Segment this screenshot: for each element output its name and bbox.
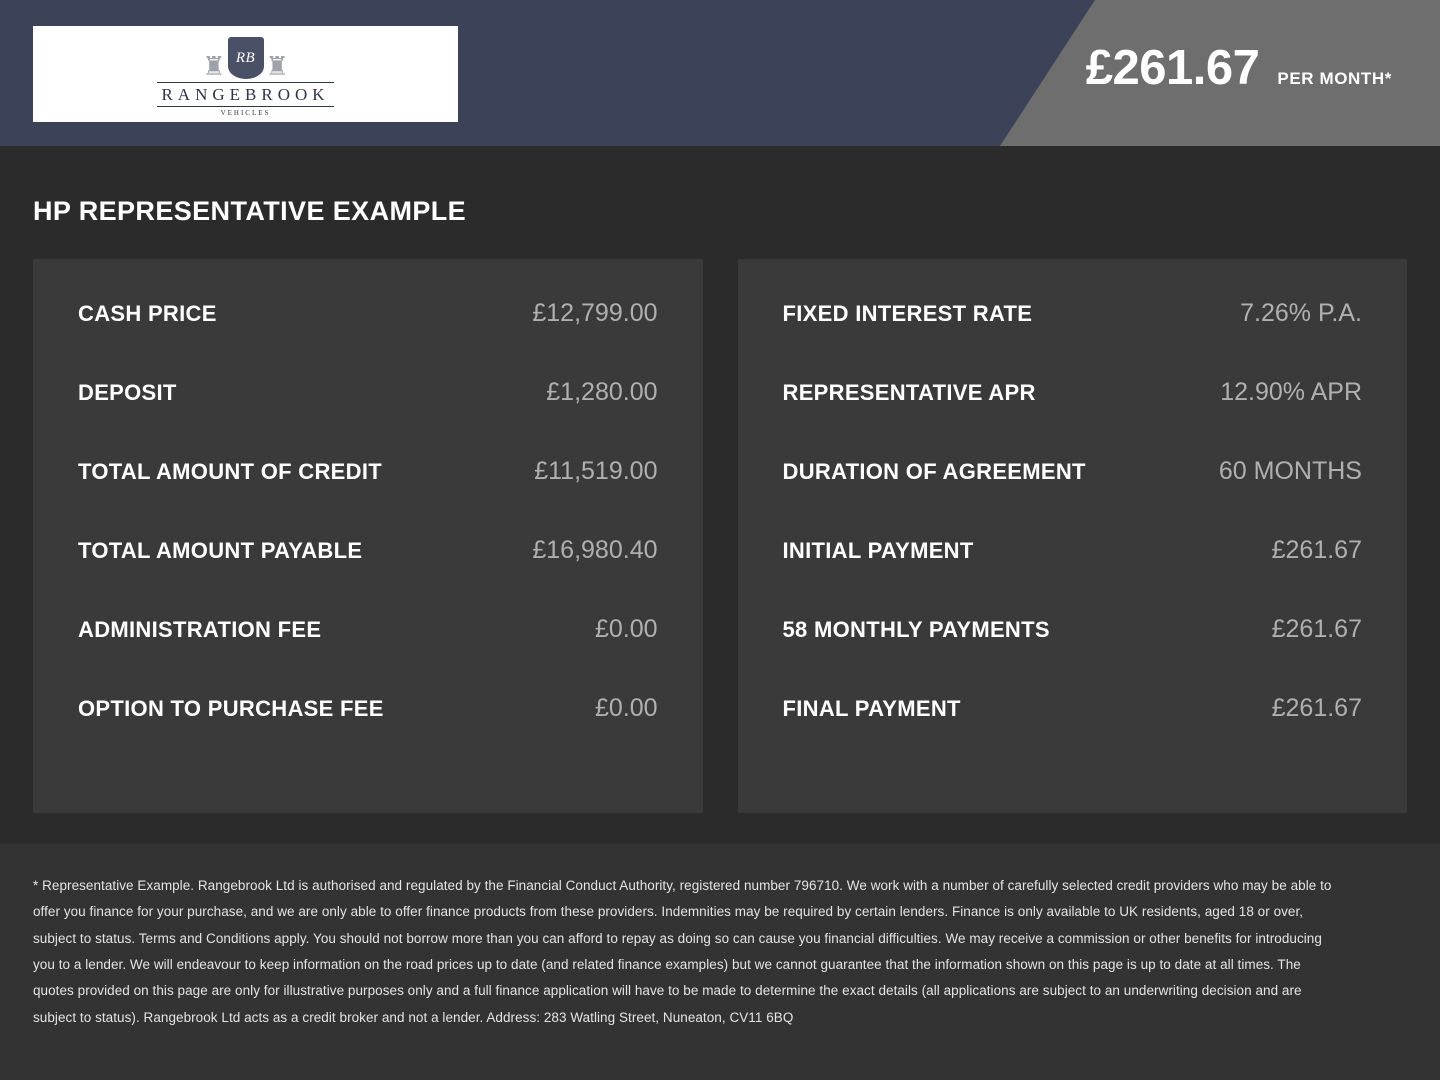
row-label: 58 MONTHLY PAYMENTS (782, 617, 1050, 642)
main-content (0, 146, 1440, 813)
brand-logo (33, 26, 458, 122)
row-value: 12.90% APR (1220, 378, 1362, 406)
row-value: £1,280.00 (546, 378, 658, 406)
row-value: £261.67 (1271, 536, 1362, 564)
finance-table-right (738, 259, 1408, 813)
table-row (78, 378, 658, 457)
shield-icon: RB (228, 37, 264, 79)
row-label: ADMINISTRATION FEE (78, 617, 322, 642)
table-row (78, 457, 658, 536)
disclaimer-section (0, 843, 1440, 1080)
row-label: OPTION TO PURCHASE FEE (78, 696, 384, 721)
table-row (783, 299, 1363, 378)
row-value: 60 MONTHS (1218, 457, 1362, 485)
row-label: INITIAL PAYMENT (782, 538, 974, 563)
brand-subtext: VEHICLES (220, 109, 271, 117)
table-row (783, 694, 1363, 773)
page-header (0, 0, 1440, 146)
table-row (783, 536, 1363, 615)
row-value: £16,980.40 (532, 536, 658, 564)
lion-left-icon: ♜ (202, 51, 226, 81)
table-row (783, 457, 1363, 536)
row-value: £0.00 (594, 615, 658, 643)
table-row (78, 536, 658, 615)
row-label: TOTAL AMOUNT OF CREDIT (78, 459, 382, 484)
table-row (783, 378, 1363, 457)
row-label: DEPOSIT (78, 380, 177, 405)
row-value: £11,519.00 (534, 457, 658, 485)
finance-table-left (33, 259, 703, 813)
row-label: FINAL PAYMENT (782, 696, 961, 721)
page-title: HP REPRESENTATIVE EXAMPLE (33, 196, 467, 226)
monthly-price-block (1085, 41, 1392, 95)
row-label: REPRESENTATIVE APR (782, 380, 1036, 405)
disclaimer-text: * Representative Example. Rangebrook Ltd is authorised and regulated by the Financial Conduct Authority, registered number 796710. We work with a number of carefully selected credit providers who may be able to offer you finance for your purchase, and we are only able to offer finance products from these providers. Indemnities may be required by certain lenders. Finance is only available to UK residents, aged 18 or over, subject to status. Terms and Conditions apply. You should not borrow more than you can afford to repay as doing so can cause you financial difficulties. We may receive a commission or other benefits for introducing you to a lender. We will endeavour to keep information on the road prices up to date (and related finance examples) but we cannot guarantee that the information shown on this page is up to date at all times. The quotes provided on this page are only for illustrative purposes only and a full finance application will have to be made to determine the exact details (all applications are subject to an underwriting decision and are subject to status). Rangebrook Ltd acts as a credit broker and not a lender. Address: 283 Watling Street, Nuneaton, CV11 6BQ (33, 878, 1332, 1025)
table-row (78, 694, 658, 773)
row-label: FIXED INTEREST RATE (782, 301, 1033, 326)
brand-wordmark: RANGEBROOK (157, 82, 333, 107)
monthly-price-amount: £261.67 (1085, 41, 1260, 95)
row-label: CASH PRICE (78, 301, 217, 326)
row-value: £261.67 (1271, 615, 1362, 643)
row-label: TOTAL AMOUNT PAYABLE (78, 538, 363, 563)
table-row (783, 615, 1363, 694)
finance-tables (33, 259, 1407, 813)
monthly-price-label: PER MONTH* (1277, 69, 1392, 88)
table-row (78, 299, 658, 378)
row-value: £0.00 (594, 694, 658, 722)
row-label: DURATION OF AGREEMENT (782, 459, 1086, 484)
row-value: 7.26% P.A. (1240, 299, 1362, 327)
lion-right-icon: ♜ (265, 51, 289, 81)
row-value: £12,799.00 (532, 299, 658, 327)
crest-graphic (202, 35, 289, 79)
row-value: £261.67 (1271, 694, 1362, 722)
table-row (78, 615, 658, 694)
